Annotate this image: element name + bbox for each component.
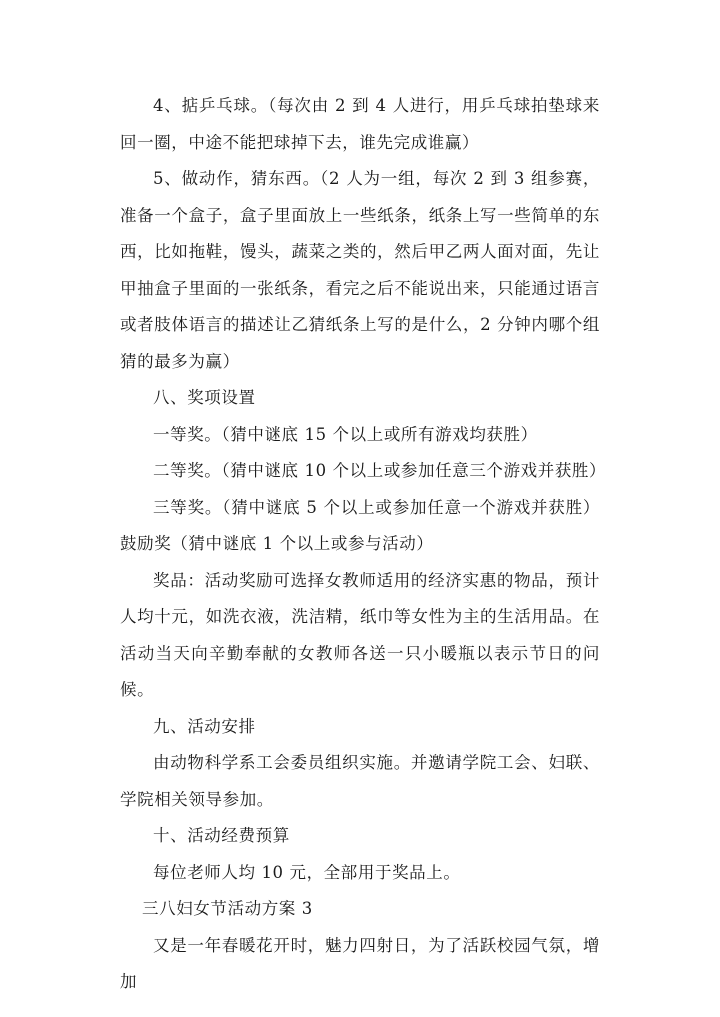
paragraph-game-5: 5、做动作，猜东西。（2 人为一组，每次 2 到 3 组参赛，准备一个盒子，盒子里面放上一些纸条，纸条上写一些简单的东西，比如拖鞋，馒头，蔬菜之类的，然后甲乙两人面对面，先让甲抽盒子里面的一张纸条，看完之后不能说出来，只能通过语言或者肢体语言的描述让乙猜纸条上写的是什么，2 分钟内哪个组猜的最多为赢） — [120, 169, 600, 371]
section-heading-awards: 八、奖项设置 — [153, 388, 256, 407]
paragraph-arrangement: 由动物科学系工会委员组织实施。并邀请学院工会、妇联、学院相关领导参加。 — [120, 753, 600, 809]
paragraph-intro: 又是一年春暖花开时，魅力四射日，为了活跃校园气氛，增加 — [120, 935, 600, 991]
paragraph-first-prize: 一等奖。（猜中谜底 15 个以上或所有游戏均获胜） — [153, 424, 538, 444]
paragraph-game-4: 4、掂乒乓球。（每次由 2 到 4 人进行，用乒乓球拍垫球来回一圈，中途不能把球掉下去，谁先完成谁赢） — [120, 96, 600, 152]
paragraph-second-prize: 二等奖。（猜中谜底 10 个以上或参加任意三个游戏并获胜） — [153, 461, 607, 480]
paragraph-budget: 每位老师人均 10 元，全部用于奖品上。 — [153, 862, 461, 882]
paragraph-third-prize: 三等奖。（猜中谜底 5 个以上或参加任意一个游戏并获胜）鼓励奖（猜中谜底 1 个以上或参与活动） — [120, 497, 600, 553]
document-body — [120, 88, 607, 1001]
plan-title: 三八妇女节活动方案 3 — [142, 899, 313, 918]
section-heading-arrangement: 九、活动安排 — [153, 716, 256, 736]
section-heading-budget: 十、活动经费预算 — [153, 826, 290, 845]
paragraph-prizes: 奖品：活动奖励可选择女教师适用的经济实惠的物品，预计人均十元，如洗衣液，洗洁精，纸巾等女性为主的生活用品。在活动当天向辛勤奉献的女教师各送一只小暖瓶以表示节日的问候。 — [120, 570, 600, 699]
